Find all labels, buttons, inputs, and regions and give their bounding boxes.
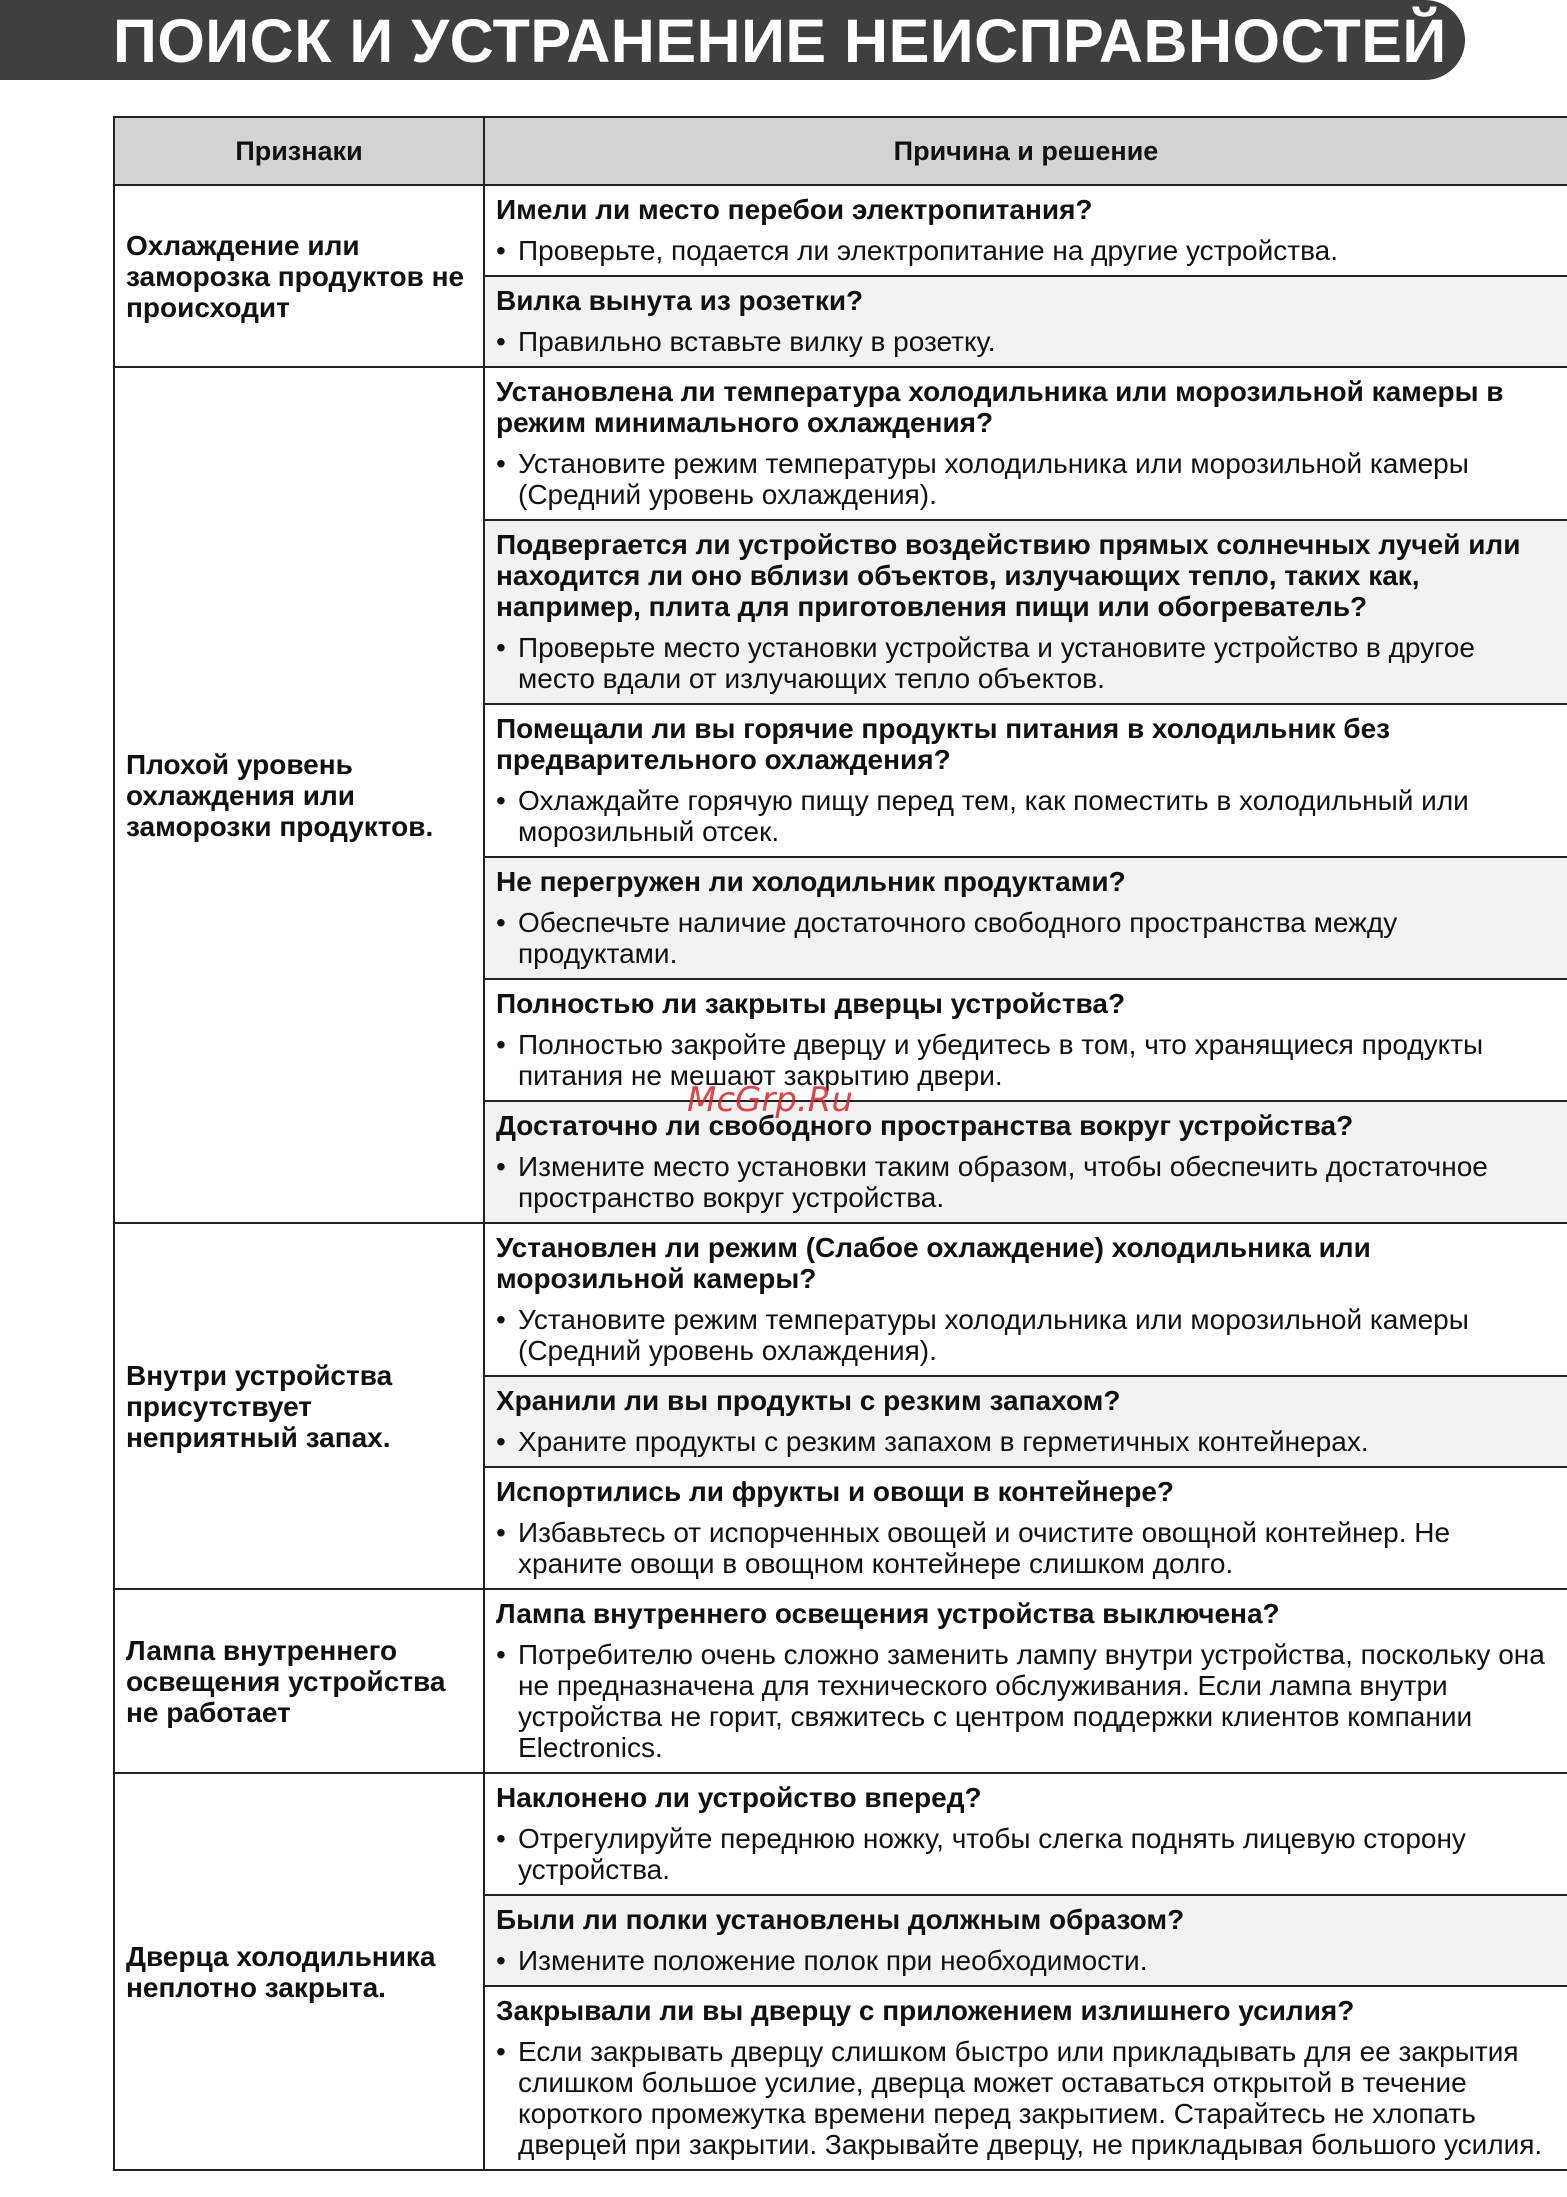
cause-question: Вилка вынута из розетки? — [496, 285, 864, 316]
solution-block — [485, 186, 1567, 275]
cause-question: Помещали ли вы горячие продукты питания в холодильник без предварительного охлаждения? — [496, 713, 1391, 775]
solutions-cell — [484, 367, 1567, 1223]
solution-block — [485, 978, 1567, 1100]
solution-block — [485, 519, 1567, 703]
solution-answer: • Правильно вставьте вилку в розетку. — [496, 326, 1557, 357]
cause-question: Закрывали ли вы дверцу с приложением излишнего усилия? — [496, 1995, 1355, 2026]
solution-answer: • Измените положение полок при необходимости. — [496, 1945, 1557, 1976]
title-bar — [0, 0, 1465, 80]
watermark: McGrp.Ru — [687, 1080, 853, 1120]
symptom-cell: Дверца холодильника неплотно закрыта. — [114, 1773, 484, 2170]
solution-block — [485, 1590, 1567, 1772]
solution-block — [485, 1985, 1567, 2169]
solution-answer: • Проверьте место установки устройства и установите устройство в другое место вдали от излучающих тепло объектов. — [496, 632, 1557, 694]
cause-question: Подвергается ли устройство воздействию прямых солнечных лучей или находится ли оно вблизи объектов, излучающих тепло, таких как, например, плита для приготовления пищи или обогреватель? — [496, 529, 1521, 622]
cause-question: Полностью ли закрыты дверцы устройства? — [496, 988, 1126, 1019]
symptom-cell: Охлаждение или заморозка продуктов не происходит — [114, 185, 484, 367]
symptom-cell: Лампа внутреннего освещения устройства не работает — [114, 1589, 484, 1773]
solution-answer: • Полностью закройте дверцу и убедитесь в том, что хранящиеся продукты питания не мешают закрытию двери. — [496, 1029, 1557, 1091]
cause-question: Имели ли место перебои электропитания? — [496, 194, 1093, 225]
page-title: ПОИСК И УСТРАНЕНИЕ НЕИСПРАВНОСТЕЙ — [113, 7, 1447, 75]
cause-question: Лампа внутреннего освещения устройства выключена? — [496, 1598, 1280, 1629]
solution-answer: • Охлаждайте горячую пищу перед тем, как поместить в холодильный или морозильный отсек. — [496, 785, 1557, 847]
solution-answer: • Отрегулируйте переднюю ножку, чтобы слегка поднять лицевую сторону устройства. — [496, 1823, 1557, 1885]
solution-block — [485, 1894, 1567, 1985]
solution-answer: • Храните продукты с резким запахом в герметичных контейнерах. — [496, 1426, 1557, 1457]
solution-block — [485, 703, 1567, 856]
header-symptoms: Признаки — [114, 117, 484, 185]
solution-answer: • Установите режим температуры холодильника или морозильной камеры (Средний уровень охлаждения). — [496, 1304, 1557, 1366]
table-row — [114, 1773, 1567, 2170]
solutions-cell — [484, 185, 1567, 367]
solution-answer: • Установите режим температуры холодильника или морозильной камеры (Средний уровень охлаждения). — [496, 448, 1557, 510]
table-row — [114, 1223, 1567, 1589]
cause-question: Не перегружен ли холодильник продуктами? — [496, 866, 1126, 897]
solution-answer: • Проверьте, подается ли электропитание на другие устройства. — [496, 235, 1557, 266]
solution-block — [485, 1774, 1567, 1894]
solutions-cell — [484, 1223, 1567, 1589]
cause-question: Наклонено ли устройство вперед? — [496, 1782, 982, 1813]
cause-question: Установлен ли режим (Слабое охлаждение) холодильника или морозильной камеры? — [496, 1232, 1371, 1294]
symptom-cell: Внутри устройства присутствует неприятный запах. — [114, 1223, 484, 1589]
solution-answer: • Избавьтесь от испорченных овощей и очистите овощной контейнер. Не храните овощи в овощном контейнере слишком долго. — [496, 1517, 1557, 1579]
cause-question: Достаточно ли свободного пространства вокруг устройства? — [496, 1110, 1354, 1141]
symptom-cell: Плохой уровень охлаждения или заморозки продуктов. — [114, 367, 484, 1223]
solution-answer: • Обеспечьте наличие достаточного свободного пространства между продуктами. — [496, 907, 1557, 969]
solutions-cell — [484, 1589, 1567, 1773]
solution-answer: • Если закрывать дверцу слишком быстро или прикладывать для ее закрытия слишком большое усилие, дверца может оставаться открытой в течение короткого промежутка времени перед закрытием. Старайтесь не хлопать дверцей при закрытии. Закрывайте дверцу, не прикладывая большого усилия. — [496, 2036, 1557, 2160]
solution-block — [485, 1466, 1567, 1588]
solution-block — [485, 856, 1567, 978]
troubleshooting-table — [113, 116, 1567, 2171]
solution-block — [485, 368, 1567, 519]
solution-block — [485, 1375, 1567, 1466]
cause-question: Испортились ли фрукты и овощи в контейнере? — [496, 1476, 1175, 1507]
solutions-cell — [484, 1773, 1567, 2170]
cause-question: Установлена ли температура холодильника или морозильной камеры в режим минимального охлаждения? — [496, 376, 1504, 438]
solution-answer: • Измените место установки таким образом, чтобы обеспечить достаточное пространство вокруг устройства. — [496, 1151, 1557, 1213]
solution-block — [485, 1100, 1567, 1222]
solution-block — [485, 1224, 1567, 1375]
table-row — [114, 185, 1567, 367]
solution-answer: • Потребителю очень сложно заменить лампу внутри устройства, поскольку она не предназначена для технического обслуживания. Если лампа внутри устройства не горит, свяжитесь с центром поддержки клиентов компании Electronics. — [496, 1639, 1557, 1763]
header-cause-solution: Причина и решение — [484, 117, 1567, 185]
table-row — [114, 1589, 1567, 1773]
table-header-row — [114, 117, 1567, 185]
cause-question: Были ли полки установлены должным образом? — [496, 1904, 1185, 1935]
solution-block — [485, 275, 1567, 366]
cause-question: Хранили ли вы продукты с резким запахом? — [496, 1385, 1121, 1416]
